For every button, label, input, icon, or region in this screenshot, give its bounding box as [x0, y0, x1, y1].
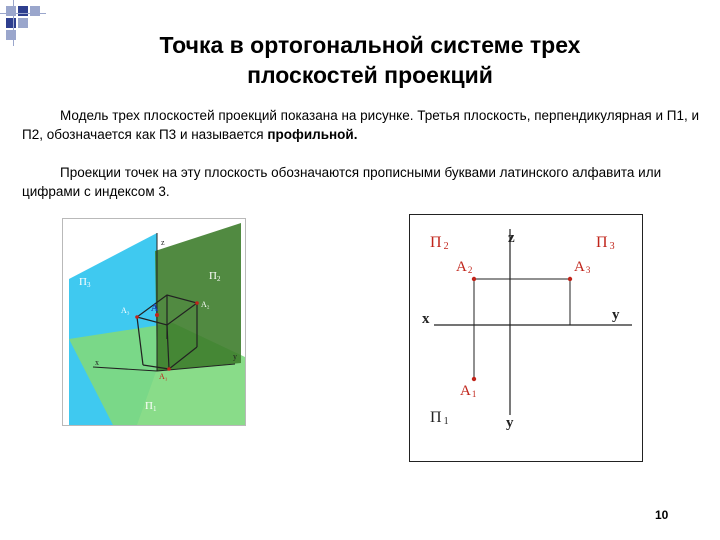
title-line-1: Точка в ортогональной системе трех [159, 32, 581, 58]
label-pi1-main: П [145, 400, 153, 412]
label-pi2 [430, 234, 449, 252]
slide-title [100, 30, 640, 90]
deco-square [6, 18, 16, 28]
epure-figure [409, 214, 643, 462]
label-pi1 [430, 409, 449, 427]
label-axis-z: z [161, 238, 165, 247]
point-a1-dot [167, 367, 171, 371]
projection-lines [474, 279, 570, 379]
label-a1-main: A [460, 383, 471, 399]
epure-svg [410, 215, 642, 461]
label-pi3-sub: 3 [609, 241, 615, 252]
label-a2-main: A [456, 259, 467, 275]
point-a3-dot [135, 315, 139, 319]
label-pi2-main: П [209, 270, 217, 282]
three-planes-model-svg [63, 219, 245, 425]
deco-square [18, 18, 28, 28]
label-a2-sub: 2 [467, 265, 473, 275]
label-a3: A₃ [121, 306, 130, 315]
label-pi1-sub: 1 [152, 405, 157, 413]
label-a2: A₂ [201, 300, 210, 309]
deco-square [6, 6, 16, 16]
label-pi2-sub: 2 [443, 241, 449, 252]
page-number: 10 [655, 508, 669, 522]
label-axis-y-right: y [612, 307, 620, 323]
deco-line-vertical [13, 0, 14, 46]
paragraph-1-text: Модель трех плоскостей проекций показана на рисунке. Третья плоскость, перпендикулярная и П1, и П2, обозначается как П3 и называется [22, 108, 699, 142]
label-a1 [460, 383, 476, 399]
label-a3 [574, 259, 591, 275]
label-point-a: A [151, 303, 159, 314]
point-a2-dot [472, 277, 476, 281]
label-pi1-sub: 1 [443, 416, 449, 427]
label-axis-y: y [233, 352, 237, 361]
paragraph-1-bold: профильной. [267, 127, 358, 142]
point-a2-dot [195, 301, 199, 305]
label-pi2-sub: 2 [216, 275, 221, 283]
point-a1-dot [472, 377, 476, 381]
label-a3-sub: 3 [585, 265, 591, 275]
deco-square [30, 6, 40, 16]
label-pi1-main: П [430, 409, 442, 426]
deco-square [6, 30, 16, 40]
label-a1: A₁ [159, 372, 168, 381]
point-a3-dot [568, 277, 572, 281]
label-a1-sub: 1 [471, 389, 477, 399]
paragraph-2-text: Проекции точек на эту плоскость обозначаются прописными буквами латинского алфавита или цифрами с индексом 3. [22, 165, 662, 199]
label-a3-main: A [574, 259, 585, 275]
paragraph-2 [22, 163, 702, 201]
label-a2 [456, 259, 472, 275]
title-line-2: плоскостей проекций [247, 62, 493, 88]
deco-line-horizontal [0, 13, 46, 14]
paragraph-1 [22, 106, 702, 144]
label-pi3 [596, 234, 615, 252]
deco-square [18, 6, 28, 16]
label-axis-y-bottom: y [506, 415, 514, 431]
label-pi2-main: П [430, 234, 442, 251]
label-axis-x: x [422, 311, 430, 327]
label-axis-z: z [508, 230, 515, 246]
label-pi3-main: П [79, 276, 87, 288]
label-pi3-main: П [596, 234, 608, 251]
label-axis-x: x [95, 358, 99, 367]
label-pi3-sub: 3 [86, 281, 91, 289]
three-planes-model-figure [62, 218, 246, 426]
